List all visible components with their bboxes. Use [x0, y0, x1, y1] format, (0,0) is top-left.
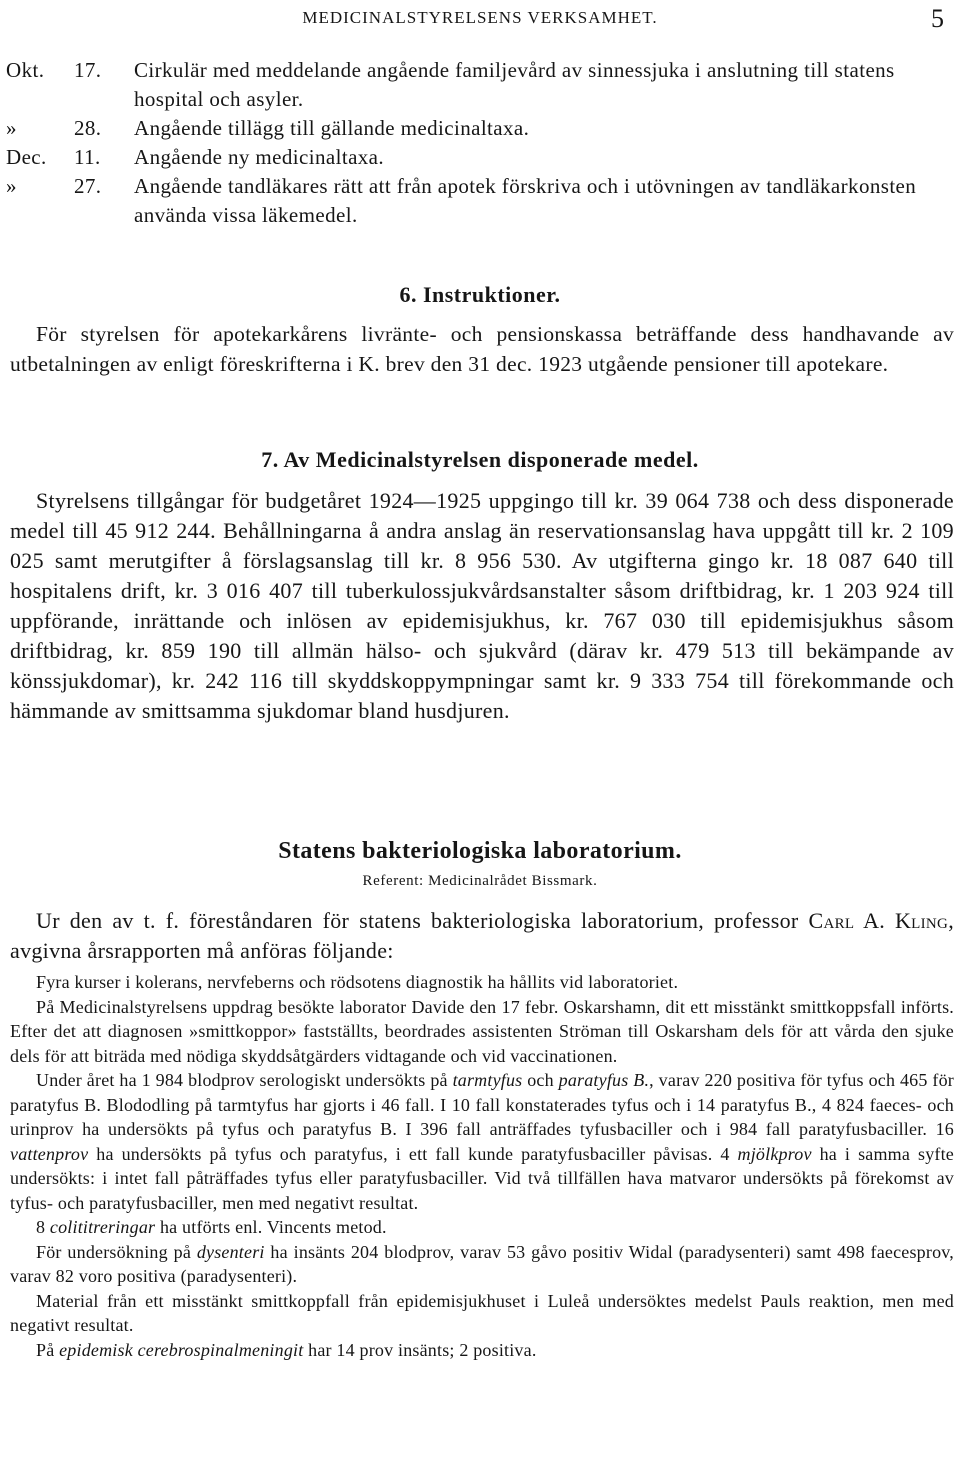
entry-day: 11.: [74, 145, 101, 169]
entry-day: 27.: [74, 174, 102, 198]
text-run: har 14 prov insänts; 2 positiva.: [303, 1339, 537, 1360]
text-run: ha insänts 204 blodprov, varav 53 gåvo positiv Widal (paradysenteri) samt 498 faecesprov, varav 82 voro positiva (paradysenteri).: [10, 1241, 954, 1286]
report-paragraph: På Medicinalstyrelsens uppdrag besökte laborator Davide den 17 febr. Oskarshamn, dit ett misstänkt smittkoppsfall införts. Efter det att diagnosen »smittkoppor» fastställts, beordrades assistenten Ströman till Oskarsham dels för att vårda den sjuke dels för att biträda med nödiga skyddsåtgärders vidtagande och vid vaccinationen.: [10, 996, 954, 1066]
list-item: [6, 172, 954, 230]
report-paragraph: [10, 1215, 954, 1240]
entry-text: Cirkulär med meddelande angående familjevård av sinnessjuka i anslutning till statens hospital och asyler.: [134, 58, 895, 111]
entry-day: 17.: [74, 58, 102, 82]
text-run: ha undersökts på tyfus och paratyfus, i ett fall kunde paratyfusbaciller påvisas. 4: [88, 1143, 738, 1164]
section-7-heading: 7. Av Medicinalstyrelsen disponerade medel.: [261, 447, 699, 472]
entry-text: Angående tillägg till gällande medicinaltaxa.: [134, 116, 530, 140]
text-run: , varav 220 positiva för tyfus och 465 för paratyfus B. Blododling på tarmtyfus har gjorts i 46 fall. I 10 fall konstaterades tyfus och i 14 paratyfus B., 4 824 faeces- och urinprov ha undersökts på tyfus och paratyfus B. I 396 fall anträffades tyfusbaciller och i 984 fall paratyfusbaciller. 16: [10, 1070, 954, 1139]
entry-month: »: [6, 116, 17, 140]
page-number: 5: [931, 4, 944, 33]
entry-text: Angående tandläkares rätt att från apotek förskriva och i utövningen av tandläkarkonsten använda vissa läkemedel.: [134, 174, 917, 227]
circular-list: [6, 56, 954, 230]
text-run: För undersökning på: [36, 1241, 197, 1262]
list-item: [6, 56, 954, 114]
report-intro: [10, 906, 954, 966]
section-7-paragraph: Styrelsens tillgångar för budgetåret 1924—1925 uppgingo till kr. 39 064 738 och dess disponerade medel till 45 912 244. Behållningarna å andra anslag än reservationsanslag hava uppgått till kr. 2 109 025 samt merutgifter å förslagsanslag till kr. 8 956 530. Av utgifterna gingo kr. 18 087 640 till hospitalens drift, kr. 3 016 407 till tuberkulossjukvårdsanstalter såsom driftbidrag, kr. 1 203 924 till uppförande, inrättande och inlösen av epidemisjukhus, kr. 767 030 till epidemisjukhus såsom driftbidrag, kr. 859 190 till allmän hälso- och sjukvård (därav kr. 479 513 till bekämpande av könssjukdomar), kr. 242 116 till skyddskoppympningar samt kr. 9 333 754 till förekommande och hämmande av smittsamma sjukdomar bland husdjuren.: [10, 488, 954, 723]
italic-term: paratyfus B.: [558, 1070, 650, 1090]
italic-term: tarmtyfus: [452, 1070, 523, 1090]
italic-term: vattenprov: [10, 1143, 89, 1164]
text-run: ha i samma syfte undersökts: i intet fall påträffades tyfus eller paratyfusbaciller. Vid två tillfällen hava matvaror undersökts på förekomst av tyfus- och paratyfusbaciller, men med negativt resultat.: [10, 1143, 954, 1213]
report-paragraph: [10, 1240, 954, 1289]
list-item: [6, 143, 954, 172]
report-paragraph: [10, 1068, 954, 1215]
report-paragraph: Fyra kurser i kolerans, nervfeberns och rödsotens diagnostik ha hållits vid laboratoriet.: [36, 972, 679, 992]
institution-title: Statens bakteriologiska laboratorium.: [278, 838, 682, 864]
person-name: Carl A. Kling: [808, 908, 949, 933]
text-run: ha utförts enl. Vincents metod.: [155, 1217, 387, 1237]
report-paragraph: [10, 1338, 954, 1363]
running-title: MEDICINALSTYRELSENS VERKSAMHET.: [302, 8, 658, 27]
italic-term: mjölkprov: [737, 1143, 812, 1164]
text-run: På: [36, 1339, 60, 1360]
entry-month: Okt.: [6, 58, 45, 82]
italic-term: epidemisk cerebrospinalmeningit: [59, 1339, 304, 1360]
italic-term: dysenteri: [196, 1241, 265, 1262]
italic-term: colititreringar: [49, 1217, 156, 1237]
text-run: Under året ha 1 984 blodprov serologiskt undersökts på: [36, 1070, 453, 1090]
running-header: [10, 4, 950, 33]
list-item: [6, 114, 954, 143]
text-run: 8: [36, 1217, 50, 1237]
report-body: [10, 970, 954, 1362]
entry-month: »: [6, 174, 17, 198]
entry-month: Dec.: [6, 145, 47, 169]
text-run: och: [522, 1070, 559, 1090]
section-6-heading: 6. Instruktioner.: [399, 282, 561, 307]
section-6-paragraph: För styrelsen för apotekarkårens livränte- och pensionskassa beträffande dess handhavande av utbetalningen av enligt föreskrifterna i K. brev den 31 dec. 1923 utgående pensioner till apotekare.: [10, 322, 954, 376]
referent-line: Referent: Medicinalrådet Bissmark.: [362, 873, 598, 889]
entry-text: Angående ny medicinaltaxa.: [134, 145, 385, 169]
intro-text: Ur den av t. f. föreståndaren för statens bakteriologiska laboratorium, professor: [36, 908, 809, 933]
entry-day: 28.: [74, 116, 102, 140]
intro-text-end: , avgivna årsrapporten må anföras följande:: [10, 908, 954, 963]
report-paragraph: Material från ett misstänkt smittkoppfall från epidemisjukhuset i Luleå undersöktes medelst Pauls reaktion, men med negativt resultat.: [10, 1290, 954, 1335]
